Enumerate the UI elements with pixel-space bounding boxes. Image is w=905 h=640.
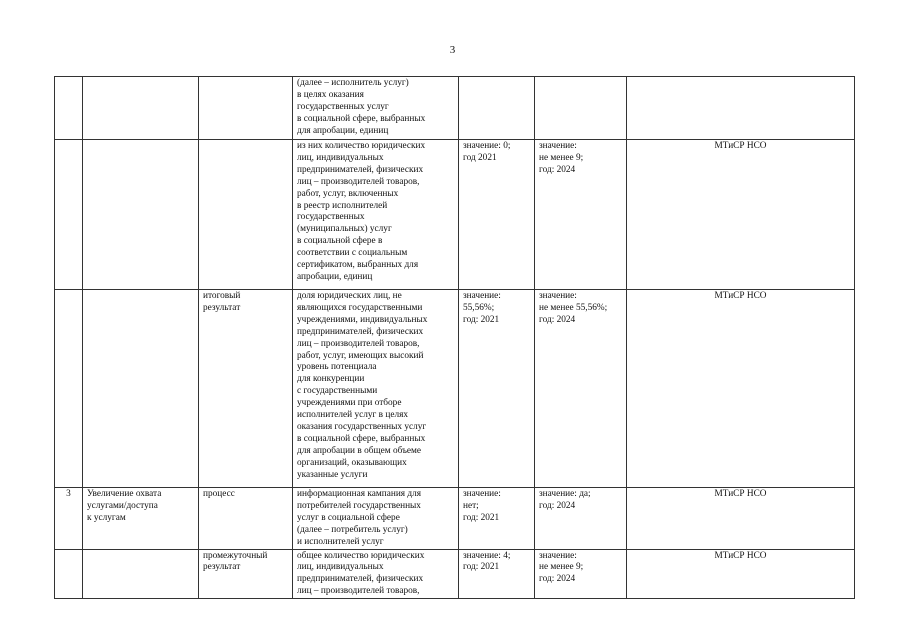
base-value-cell (459, 77, 535, 140)
responsible-cell: МТиСР НСО (627, 290, 855, 488)
results-table (54, 76, 855, 599)
responsible-cell: МТиСР НСО (627, 488, 855, 550)
responsible-cell: МТиСР НСО (627, 140, 855, 290)
task-cell (83, 549, 199, 599)
indicator-cell: информационная кампания для потребителей государственных услуг в социальной сфере (далее – потребитель услуг) и исполнителей услуг (293, 488, 459, 550)
table-row (55, 488, 855, 550)
row-number-cell (55, 549, 83, 599)
indicator-cell: доля юридических лиц, не являющихся государственными учреждениями, индивидуальных предпринимателей, физических лиц – производителей товаров, работ, услуг, имеющих высокий уровень потенциала для конкуренции с государственными учреждениями при отборе исполнителей услуг в целях оказания государственных услуг в социальной сфере, выбранных для апробации в общем объеме организаций, оказывающих указанные услуги (293, 290, 459, 488)
target-value-cell: значение: да; год: 2024 (535, 488, 627, 550)
row-number-cell: 3 (55, 488, 83, 550)
table-row (55, 549, 855, 599)
indicator-cell: из них количество юридических лиц, индивидуальных предпринимателей, физических лиц – производителей товаров, работ, услуг, включенных в реестр исполнителей государственных (муниципальных) услуг в социальной сфере в соответствии с социальным сертификатом, выбранных для апробации, единиц (293, 140, 459, 290)
table-row (55, 77, 855, 140)
target-value-cell: значение: не менее 55,56%; год: 2024 (535, 290, 627, 488)
indicator-cell: общее количество юридических лиц, индивидуальных предпринимателей, физических лиц – производителей товаров, (293, 549, 459, 599)
base-value-cell: значение: 0; год 2021 (459, 140, 535, 290)
base-value-cell: значение: 4; год: 2021 (459, 549, 535, 599)
page-number: 3 (449, 44, 456, 56)
result-type-cell: промежуточный результат (199, 549, 293, 599)
target-value-cell: значение: не менее 9; год: 2024 (535, 140, 627, 290)
target-value-cell: значение: не менее 9; год: 2024 (535, 549, 627, 599)
task-cell (83, 77, 199, 140)
result-type-cell: итоговый результат (199, 290, 293, 488)
row-number-cell (55, 140, 83, 290)
base-value-cell: значение: 55,56%; год: 2021 (459, 290, 535, 488)
task-cell (83, 140, 199, 290)
row-number-cell (55, 77, 83, 140)
base-value-cell: значение: нет; год: 2021 (459, 488, 535, 550)
target-value-cell (535, 77, 627, 140)
row-number-cell (55, 290, 83, 488)
indicator-cell: (далее – исполнитель услуг) в целях оказания государственных услуг в социальной сфере, выбранных для апробации, единиц (293, 77, 459, 140)
responsible-cell (627, 77, 855, 140)
table-row (55, 140, 855, 290)
table-row (55, 290, 855, 488)
result-type-cell: процесс (199, 488, 293, 550)
task-cell: Увеличение охвата услугами/доступа к услугам (83, 488, 199, 550)
result-type-cell (199, 77, 293, 140)
task-cell (83, 290, 199, 488)
responsible-cell: МТиСР НСО (627, 549, 855, 599)
result-type-cell (199, 140, 293, 290)
